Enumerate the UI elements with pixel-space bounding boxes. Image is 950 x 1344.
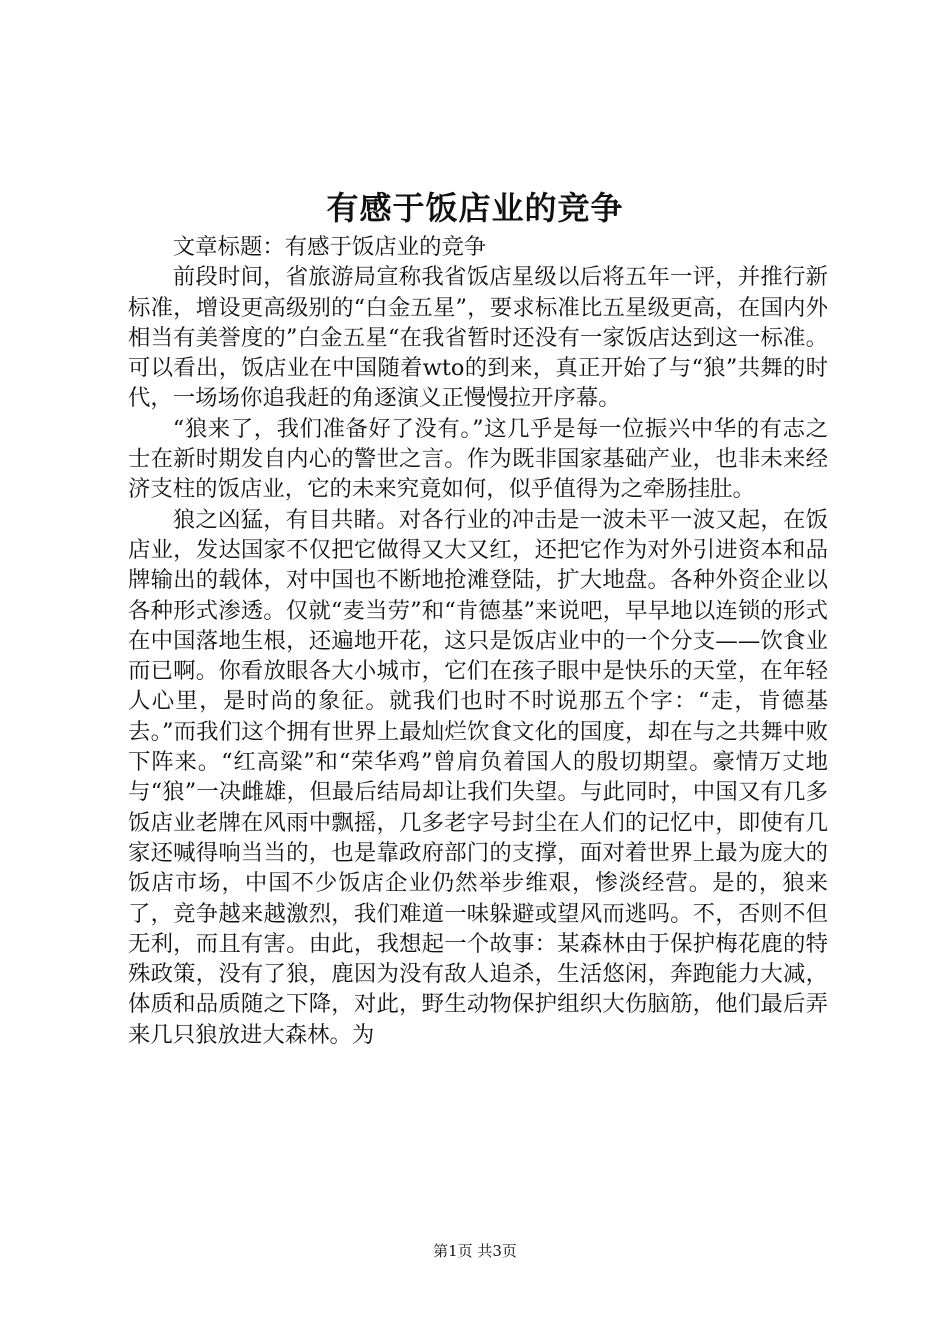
- document-body: [128, 232, 828, 1050]
- document-title: 有感于饭店业的竞争: [326, 189, 624, 227]
- paragraph: “狼来了，我们准备好了没有。”这几乎是每一位振兴中华的有志之士在新时期发自内心的警世之言。作为既非国家基础产业，也非未来经济支柱的饭店业，它的未来究竟如何，似乎值得为之牵肠挂肚。: [128, 415, 828, 503]
- paragraph: 狼之凶猛，有目共睹。对各行业的冲击是一波未平一波又起，在饭店业，发达国家不仅把它做得又大又红，还把它作为对外引进资本和品牌输出的载体，对中国也不断地抢滩登陆，扩大地盘。各种外资企业以各种形式渗透。仅就“麦当劳”和“肯德基”来说吧，早早地以连锁的形式在中国落地生根，还遍地开花，这只是饭店业中的一个分支——饮食业而已啊。你看放眼各大小城市，它们在孩子眼中是快乐的天堂，在年轻人心里，是时尚的象征。就我们也时不时说那五个字：“走，肯德基去。”而我们这个拥有世界上最灿烂饮食文化的国度，却在与之共舞中败下阵来。“红高粱”和“荣华鸡”曾肩负着国人的殷切期望。豪情万丈地与“狼”一决雌雄，但最后结局却让我们失望。与此同时，中国又有几多饭店业老牌在风雨中飘摇，几多老字号封尘在人们的记忆中，即使有几家还喊得响当当的，也是靠政府部门的支撑，面对着世界上最为庞大的饭店市场，中国不少饭店企业仍然举步维艰，惨淡经营。是的，狼来了，竞争越来越激烈，我们难道一味躲避或望风而逃吗。不，否则不但无利，而且有害。由此，我想起一个故事：某森林由于保护梅花鹿的特殊政策，没有了狼，鹿因为没有敌人追杀，生活悠闲，奔跑能力大减，体质和品质随之下降，对此，野生动物保护组织大伤脑筋，他们最后弄来几只狼放进大森林。为: [128, 506, 828, 1048]
- page-footer: 第1页 共3页: [433, 1242, 517, 1260]
- paragraph: 前段时间，省旅游局宣称我省饭店星级以后将五年一评，并推行新标准，增设更高级别的“白金五星”，要求标准比五星级更高，在国内外相当有美誉度的”白金五星“在我省暂时还没有一家饭店达到这一标准。可以看出，饭店业在中国随着wto的到来，真正开始了与“狼”共舞的时代，一场场你追我赶的角逐演义正慢慢拉开序幕。: [128, 264, 828, 412]
- paragraph: 文章标题：有感于饭店业的竞争: [172, 234, 487, 260]
